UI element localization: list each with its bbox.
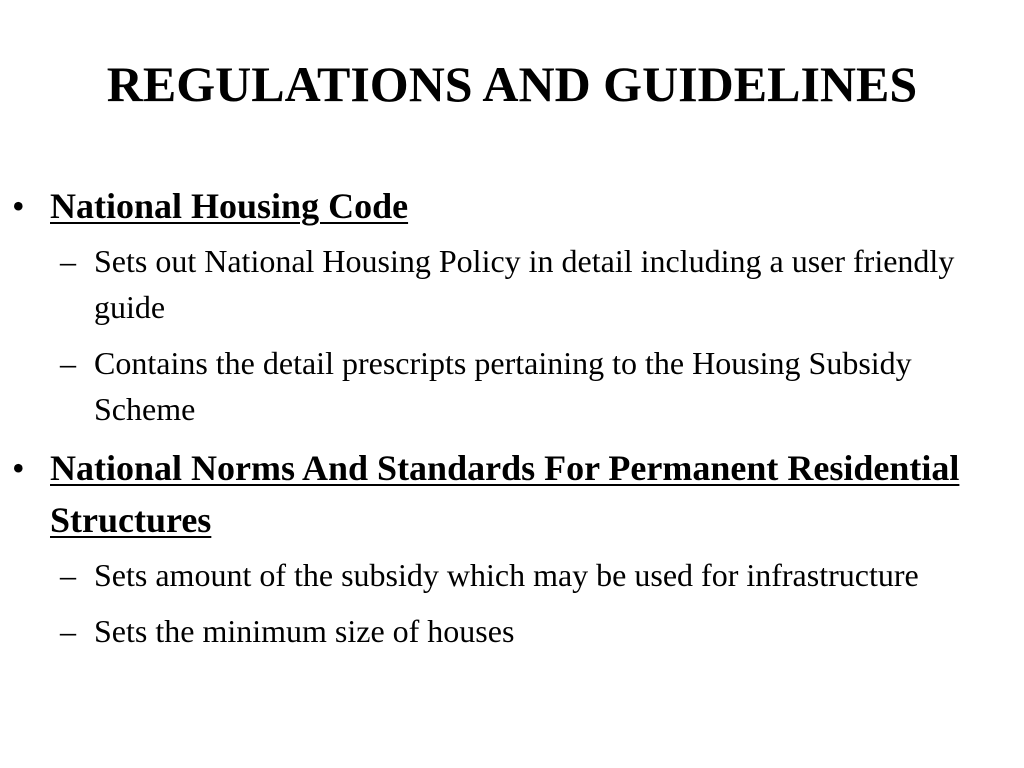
bullet-marker: • [12, 448, 25, 488]
sub-item [12, 340, 1012, 432]
sub-marker: – [60, 243, 76, 279]
sub-list [12, 552, 1012, 654]
sub-marker: – [60, 557, 76, 593]
bullet-item [12, 180, 1012, 232]
slide-title: REGULATIONS AND GUIDELINES [106, 56, 918, 112]
bullet-item [12, 442, 1012, 546]
sub-marker: – [60, 345, 76, 381]
sub-item-text: Contains the detail prescripts pertaining to the Housing Subsidy Scheme [94, 345, 912, 427]
sub-marker: – [60, 613, 76, 649]
sub-item [12, 552, 1012, 598]
bullet-heading: National Housing Code [50, 186, 409, 226]
sub-item-text: Sets out National Housing Policy in detail including a user friendly guide [94, 243, 955, 325]
sub-item-text: Sets the minimum size of houses [94, 613, 515, 649]
slide-content [12, 180, 1012, 664]
sub-item [12, 608, 1012, 654]
sub-item [12, 238, 1012, 330]
sub-item-text: Sets amount of the subsidy which may be used for infrastructure [94, 557, 919, 593]
sub-list [12, 238, 1012, 432]
bullet-marker: • [12, 186, 25, 226]
bullet-heading: National Norms And Standards For Permanent Residential Structures [50, 448, 960, 540]
